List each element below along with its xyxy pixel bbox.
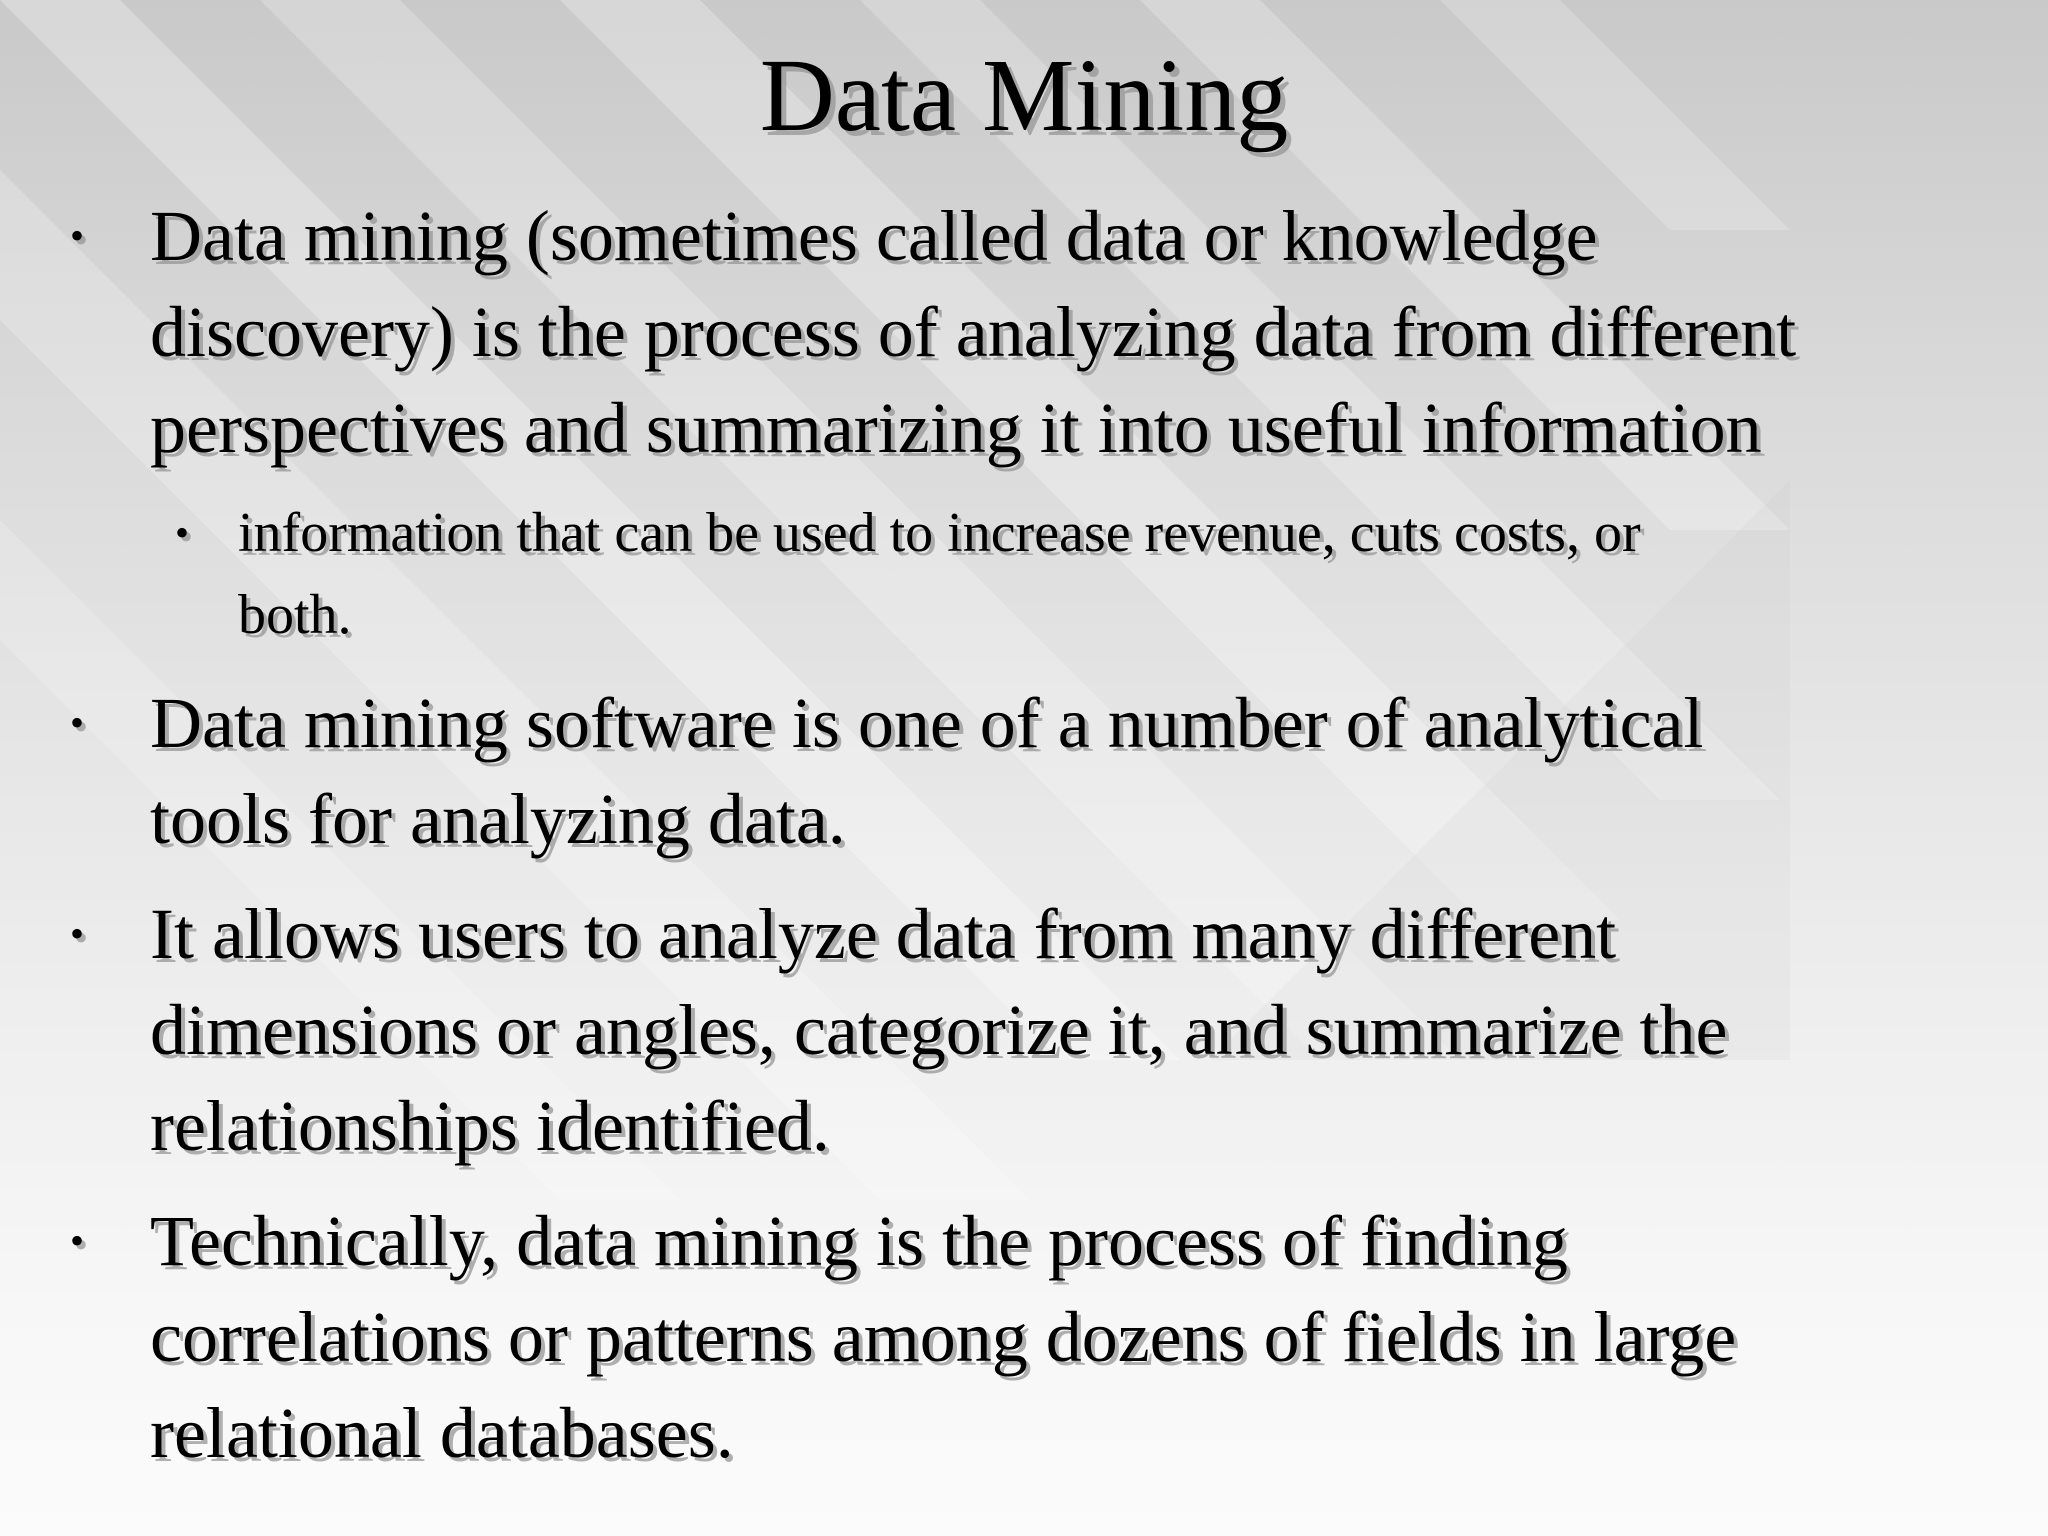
bullet-dot-icon: • bbox=[175, 510, 190, 555]
slide-title: Data Mining bbox=[759, 38, 1289, 153]
bullet-text: Data mining (sometimes called data or knowledge discovery) is the process of analyzing data from different perspectives and summarizing it into useful information bbox=[150, 196, 1797, 468]
bullet-text: Data mining software is one of a number of analytical tools for analyzing data. bbox=[150, 683, 1704, 859]
sub-bullet-item-information bbox=[175, 492, 2000, 656]
bullet-dot-icon: • bbox=[70, 700, 85, 745]
bullet-dot-icon: • bbox=[70, 1218, 85, 1263]
bullet-item-definition bbox=[70, 188, 2000, 476]
bullet-item-analysis bbox=[70, 886, 2000, 1174]
bullet-item-technical bbox=[70, 1193, 2000, 1481]
bullet-item-software bbox=[70, 675, 2000, 867]
bullet-text: information that can be used to increase revenue, cuts costs, or both. bbox=[238, 502, 1641, 646]
bullet-text: Technically, data mining is the process of finding correlations or patterns among dozens of fields in large relational databases. bbox=[150, 1201, 1737, 1473]
bullet-dot-icon: • bbox=[70, 213, 85, 258]
bullet-dot-icon: • bbox=[70, 911, 85, 956]
bullet-text: It allows users to analyze data from many different dimensions or angles, categorize it, and summarize the relationships identified. bbox=[150, 894, 1728, 1166]
